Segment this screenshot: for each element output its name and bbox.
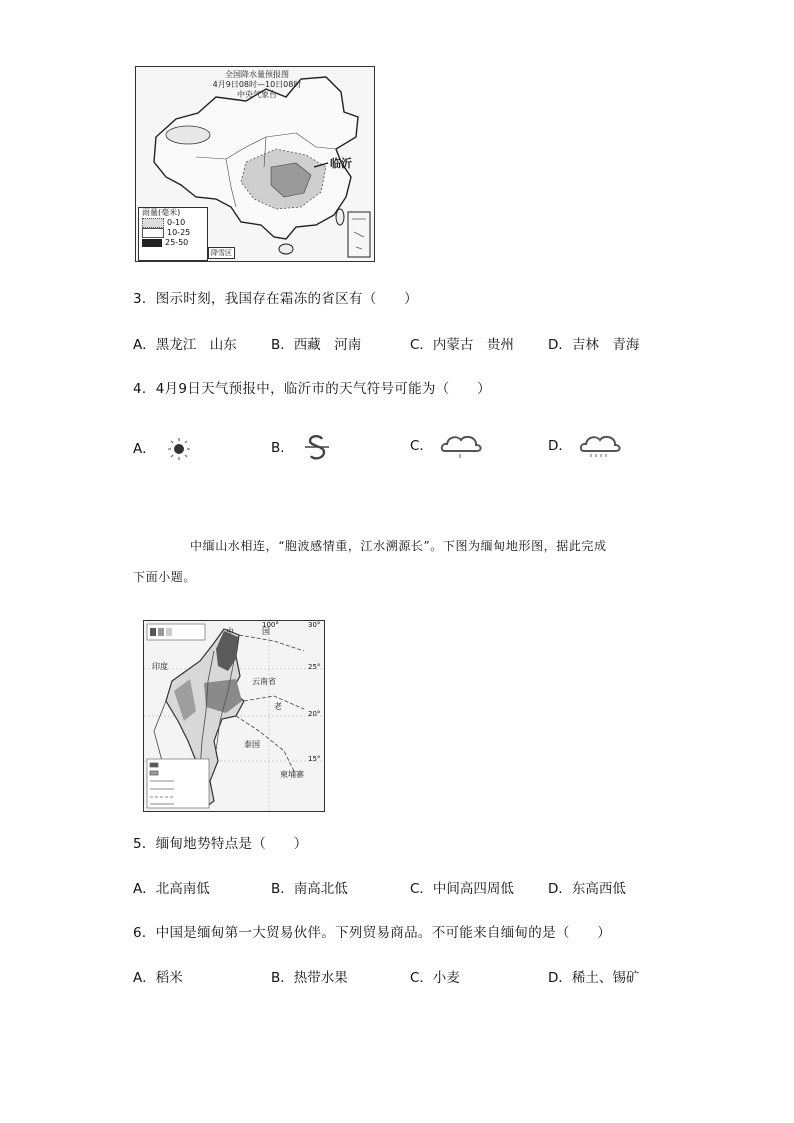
label-yunnan: 云南省 — [252, 677, 276, 686]
q4-option-d-label: D． — [548, 438, 572, 454]
passage-line-2: 下面小题。 — [133, 570, 197, 584]
legend-row-3 — [139, 238, 207, 248]
legend-row-2 — [139, 228, 207, 238]
label-india: 印度 — [152, 662, 168, 671]
label-thailand: 泰国 — [244, 740, 260, 749]
myanmar-terrain-map — [143, 620, 325, 812]
legend-label-1: 0-10 — [167, 218, 186, 227]
label-lat-25: 25° — [308, 663, 321, 671]
q5-option-c[interactable]: C．中间高四周低 — [410, 881, 514, 897]
question-4-stem: 4．4月9日天气预报中，临沂市的天气符号可能为（ ） — [133, 381, 491, 397]
china-precipitation-map — [135, 66, 375, 262]
q6-option-d[interactable]: D．稀土、锡矿 — [548, 970, 640, 986]
q5-option-d[interactable]: D．东高西低 — [548, 881, 626, 897]
question-3-stem: 3．图示时刻，我国存在霜冻的省区有（ ） — [133, 291, 418, 307]
q4-option-c-label: C． — [410, 438, 433, 454]
q4-option-b[interactable] — [271, 433, 332, 463]
q5-option-b[interactable]: B．南高北低 — [271, 881, 348, 897]
legend-row-1 — [139, 218, 207, 228]
heavy-rain-icon — [578, 431, 622, 461]
q4-option-a[interactable] — [133, 437, 196, 461]
q3-option-a[interactable]: A．黑龙江 山东 — [133, 337, 237, 353]
sandstorm-icon — [302, 433, 332, 463]
q3-option-d[interactable]: D．吉林 青海 — [548, 337, 640, 353]
label-lat-30: 30° — [308, 621, 321, 629]
map1-title-block — [202, 70, 312, 100]
q4-option-a-label: A． — [133, 441, 156, 457]
label-laos: 老 — [274, 702, 282, 711]
map1-subtitle: 4月9日08时—10日08时 — [212, 80, 302, 89]
label-cambodia: 柬埔寨 — [280, 770, 304, 779]
myanmar-map-drawing — [144, 621, 324, 811]
q6-option-a[interactable]: A．稻米 — [133, 970, 183, 986]
q4-option-c[interactable] — [410, 431, 483, 461]
q6-option-b[interactable]: B．热带水果 — [271, 970, 348, 986]
legend-label-3: 25-50 — [165, 238, 189, 247]
sun-icon — [162, 437, 196, 461]
linyi-label: 临沂 — [330, 157, 352, 170]
map1-title: 全国降水量预报图 — [225, 70, 289, 79]
legend-snow-label: 降雪区 — [208, 247, 235, 259]
label-lat-20: 20° — [308, 710, 321, 718]
legend-header: 雨量(毫米) — [142, 208, 181, 217]
question-6-stem: 6．中国是缅甸第一大贸易伙伴。下列贸易商品。不可能来自缅甸的是（ ） — [133, 925, 612, 941]
label-lat-15: 15° — [308, 755, 321, 763]
legend-swatch-light — [142, 218, 164, 228]
q6-option-c[interactable]: C．小麦 — [410, 970, 460, 986]
label-country-1: 国 — [262, 627, 270, 636]
light-rain-icon — [439, 431, 483, 461]
passage-line-1: 中缅山水相连，“胞波感情重，江水溯源长”。下图为缅甸地形图，据此完成 — [190, 539, 607, 553]
q3-option-b[interactable]: B．西藏 河南 — [271, 337, 362, 353]
label-china-1: 中 — [226, 627, 234, 636]
q5-option-a[interactable]: A．北高南低 — [133, 881, 210, 897]
label-lon-100: 100° — [262, 621, 279, 629]
map1-source: 中央气象台 — [237, 90, 277, 99]
legend-label-2: 10-25 — [167, 228, 191, 237]
question-5-stem: 5．缅甸地势特点是（ ） — [133, 836, 308, 852]
legend-swatch-dark — [142, 239, 162, 247]
q4-option-b-label: B． — [271, 440, 294, 456]
q4-option-d[interactable] — [548, 431, 622, 461]
legend-swatch-medium — [142, 228, 164, 238]
map1-legend — [138, 207, 208, 261]
q3-option-c[interactable]: C．内蒙古 贵州 — [410, 337, 514, 353]
